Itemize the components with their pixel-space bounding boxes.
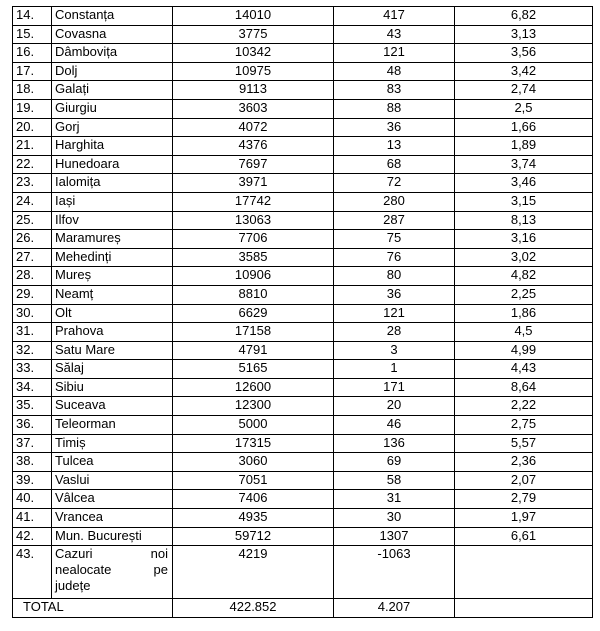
table-row: [13, 471, 593, 490]
table-row: [13, 155, 593, 174]
total-cases-cell: 14010: [173, 7, 334, 26]
total-cases-cell: 4791: [173, 341, 334, 360]
county-name: Mehedinți: [52, 248, 173, 267]
new-cases-cell: 171: [334, 378, 455, 397]
new-cases-cell: 20: [334, 397, 455, 416]
row-number: 18.: [13, 81, 52, 100]
county-name: Harghita: [52, 137, 173, 156]
table-row-total: [13, 599, 593, 618]
incidence-rate-cell: 2,07: [455, 471, 593, 490]
total-cases-cell: 10906: [173, 267, 334, 286]
incidence-rate-cell: 1,66: [455, 118, 593, 137]
incidence-rate-cell: [455, 546, 593, 599]
table-row: [13, 44, 593, 63]
county-name: Ilfov: [52, 211, 173, 230]
incidence-rate-cell: 4,99: [455, 341, 593, 360]
row-number: 15.: [13, 25, 52, 44]
incidence-rate-cell: 3,42: [455, 62, 593, 81]
total-cases-cell: 5165: [173, 360, 334, 379]
row-number: 31.: [13, 323, 52, 342]
incidence-rate-cell: 1,86: [455, 304, 593, 323]
total-new-cases-sum: 4.207: [334, 599, 455, 618]
row-number: 43.: [13, 546, 52, 599]
table-row: [13, 323, 593, 342]
total-rate-cell: [455, 599, 593, 618]
row-number: 19.: [13, 99, 52, 118]
county-name: Cazuri noi nealocate pe județe: [52, 546, 173, 599]
table-row-unallocated: [13, 546, 593, 599]
total-cases-cell: 4935: [173, 509, 334, 528]
table-row: [13, 434, 593, 453]
county-name: Covasna: [52, 25, 173, 44]
total-cases-cell: 17315: [173, 434, 334, 453]
new-cases-cell: 75: [334, 230, 455, 249]
table-row: [13, 230, 593, 249]
row-number: 21.: [13, 137, 52, 156]
county-name: Tulcea: [52, 453, 173, 472]
county-name: Gorj: [52, 118, 173, 137]
table-row: [13, 99, 593, 118]
county-name: Maramureș: [52, 230, 173, 249]
county-name: Timiș: [52, 434, 173, 453]
new-cases-cell: 136: [334, 434, 455, 453]
new-cases-cell: 69: [334, 453, 455, 472]
total-cases-cell: 7406: [173, 490, 334, 509]
new-cases-cell: 417: [334, 7, 455, 26]
total-cases-cell: 12300: [173, 397, 334, 416]
table-row: [13, 248, 593, 267]
total-cases-cell: 7706: [173, 230, 334, 249]
county-name: Giurgiu: [52, 99, 173, 118]
total-cases-cell: 7051: [173, 471, 334, 490]
county-name: Iași: [52, 192, 173, 211]
county-name: Olt: [52, 304, 173, 323]
incidence-rate-cell: 2,22: [455, 397, 593, 416]
total-cases-cell: 10342: [173, 44, 334, 63]
table-row: [13, 490, 593, 509]
total-cases-cell: 12600: [173, 378, 334, 397]
table-row: [13, 118, 593, 137]
table-row: [13, 267, 593, 286]
incidence-rate-cell: 3,16: [455, 230, 593, 249]
incidence-rate-cell: 2,79: [455, 490, 593, 509]
incidence-rate-cell: 3,74: [455, 155, 593, 174]
total-cases-cell: 17158: [173, 323, 334, 342]
row-number: 41.: [13, 509, 52, 528]
row-number: 33.: [13, 360, 52, 379]
row-number: 40.: [13, 490, 52, 509]
county-name: Mureș: [52, 267, 173, 286]
incidence-rate-cell: 1,97: [455, 509, 593, 528]
total-cases-cell: 8810: [173, 285, 334, 304]
new-cases-cell: 3: [334, 341, 455, 360]
table-row: [13, 211, 593, 230]
row-number: 17.: [13, 62, 52, 81]
table-row: [13, 62, 593, 81]
table-row: [13, 527, 593, 546]
new-cases-cell: 31: [334, 490, 455, 509]
incidence-rate-cell: 4,82: [455, 267, 593, 286]
row-number: 39.: [13, 471, 52, 490]
row-number: 29.: [13, 285, 52, 304]
new-cases-cell: 43: [334, 25, 455, 44]
new-cases-cell: 28: [334, 323, 455, 342]
incidence-rate-cell: 8,13: [455, 211, 593, 230]
total-cases-cell: 4072: [173, 118, 334, 137]
new-cases-cell: 13: [334, 137, 455, 156]
table-row: [13, 81, 593, 100]
total-cases-cell: 10975: [173, 62, 334, 81]
incidence-rate-cell: 6,61: [455, 527, 593, 546]
new-cases-cell: 36: [334, 118, 455, 137]
county-name: Mun. București: [52, 527, 173, 546]
incidence-rate-cell: 6,82: [455, 7, 593, 26]
county-name: Vaslui: [52, 471, 173, 490]
table-row: [13, 7, 593, 26]
new-cases-cell: 280: [334, 192, 455, 211]
table-row: [13, 192, 593, 211]
table-row: [13, 416, 593, 435]
table-row: [13, 25, 593, 44]
incidence-rate-cell: 4,43: [455, 360, 593, 379]
total-cases-cell: 3603: [173, 99, 334, 118]
row-number: 36.: [13, 416, 52, 435]
total-label: TOTAL: [13, 599, 173, 618]
county-name: Neamț: [52, 285, 173, 304]
table-row: [13, 509, 593, 528]
row-number: 30.: [13, 304, 52, 323]
county-name: Teleorman: [52, 416, 173, 435]
row-number: 16.: [13, 44, 52, 63]
incidence-rate-cell: 2,25: [455, 285, 593, 304]
row-number: 14.: [13, 7, 52, 26]
incidence-rate-cell: 5,57: [455, 434, 593, 453]
total-cases-cell: 4376: [173, 137, 334, 156]
county-name: Prahova: [52, 323, 173, 342]
incidence-rate-cell: 1,89: [455, 137, 593, 156]
total-cases-sum: 422.852: [173, 599, 334, 618]
table-row: [13, 341, 593, 360]
total-cases-cell: 5000: [173, 416, 334, 435]
new-cases-cell: 76: [334, 248, 455, 267]
row-number: 25.: [13, 211, 52, 230]
total-cases-cell: 3060: [173, 453, 334, 472]
county-name: Vrancea: [52, 509, 173, 528]
total-cases-cell: 9113: [173, 81, 334, 100]
new-cases-cell: 58: [334, 471, 455, 490]
table-body: [13, 7, 593, 618]
incidence-rate-cell: 2,5: [455, 99, 593, 118]
row-number: 32.: [13, 341, 52, 360]
new-cases-cell: 1: [334, 360, 455, 379]
row-number: 22.: [13, 155, 52, 174]
incidence-rate-cell: 8,64: [455, 378, 593, 397]
table-row: [13, 174, 593, 193]
total-cases-cell: 6629: [173, 304, 334, 323]
total-cases-cell: 13063: [173, 211, 334, 230]
incidence-rate-cell: 2,74: [455, 81, 593, 100]
county-name: Dolj: [52, 62, 173, 81]
incidence-rate-cell: 4,5: [455, 323, 593, 342]
total-cases-cell: 3775: [173, 25, 334, 44]
incidence-rate-cell: 3,46: [455, 174, 593, 193]
incidence-rate-cell: 3,02: [455, 248, 593, 267]
new-cases-cell: -1063: [334, 546, 455, 599]
new-cases-cell: 1307: [334, 527, 455, 546]
new-cases-cell: 287: [334, 211, 455, 230]
new-cases-cell: 30: [334, 509, 455, 528]
table-row: [13, 378, 593, 397]
total-cases-cell: 59712: [173, 527, 334, 546]
county-name: Hunedoara: [52, 155, 173, 174]
county-name: Ialomița: [52, 174, 173, 193]
row-number: 24.: [13, 192, 52, 211]
new-cases-cell: 121: [334, 44, 455, 63]
incidence-rate-cell: 2,36: [455, 453, 593, 472]
table-row: [13, 453, 593, 472]
total-cases-cell: 7697: [173, 155, 334, 174]
incidence-rate-cell: 3,13: [455, 25, 593, 44]
table-row: [13, 285, 593, 304]
county-name: Suceava: [52, 397, 173, 416]
total-cases-cell: 3971: [173, 174, 334, 193]
table-row: [13, 304, 593, 323]
new-cases-cell: 88: [334, 99, 455, 118]
new-cases-cell: 72: [334, 174, 455, 193]
county-name: Sălaj: [52, 360, 173, 379]
total-cases-cell: 4219: [173, 546, 334, 599]
row-number: 26.: [13, 230, 52, 249]
total-cases-cell: 17742: [173, 192, 334, 211]
county-name: Sibiu: [52, 378, 173, 397]
new-cases-cell: 48: [334, 62, 455, 81]
row-number: 42.: [13, 527, 52, 546]
table-row: [13, 360, 593, 379]
county-cases-table: [12, 6, 593, 618]
new-cases-cell: 68: [334, 155, 455, 174]
table-row: [13, 397, 593, 416]
new-cases-cell: 46: [334, 416, 455, 435]
row-number: 27.: [13, 248, 52, 267]
total-cases-cell: 3585: [173, 248, 334, 267]
incidence-rate-cell: 3,15: [455, 192, 593, 211]
row-number: 37.: [13, 434, 52, 453]
county-name: Satu Mare: [52, 341, 173, 360]
new-cases-cell: 121: [334, 304, 455, 323]
row-number: 34.: [13, 378, 52, 397]
county-name: Constanța: [52, 7, 173, 26]
row-number: 35.: [13, 397, 52, 416]
row-number: 28.: [13, 267, 52, 286]
row-number: 20.: [13, 118, 52, 137]
incidence-rate-cell: 3,56: [455, 44, 593, 63]
row-number: 23.: [13, 174, 52, 193]
county-name: Vâlcea: [52, 490, 173, 509]
new-cases-cell: 83: [334, 81, 455, 100]
new-cases-cell: 80: [334, 267, 455, 286]
table-row: [13, 137, 593, 156]
county-name: Galați: [52, 81, 173, 100]
row-number: 38.: [13, 453, 52, 472]
new-cases-cell: 36: [334, 285, 455, 304]
incidence-rate-cell: 2,75: [455, 416, 593, 435]
county-name: Dâmbovița: [52, 44, 173, 63]
